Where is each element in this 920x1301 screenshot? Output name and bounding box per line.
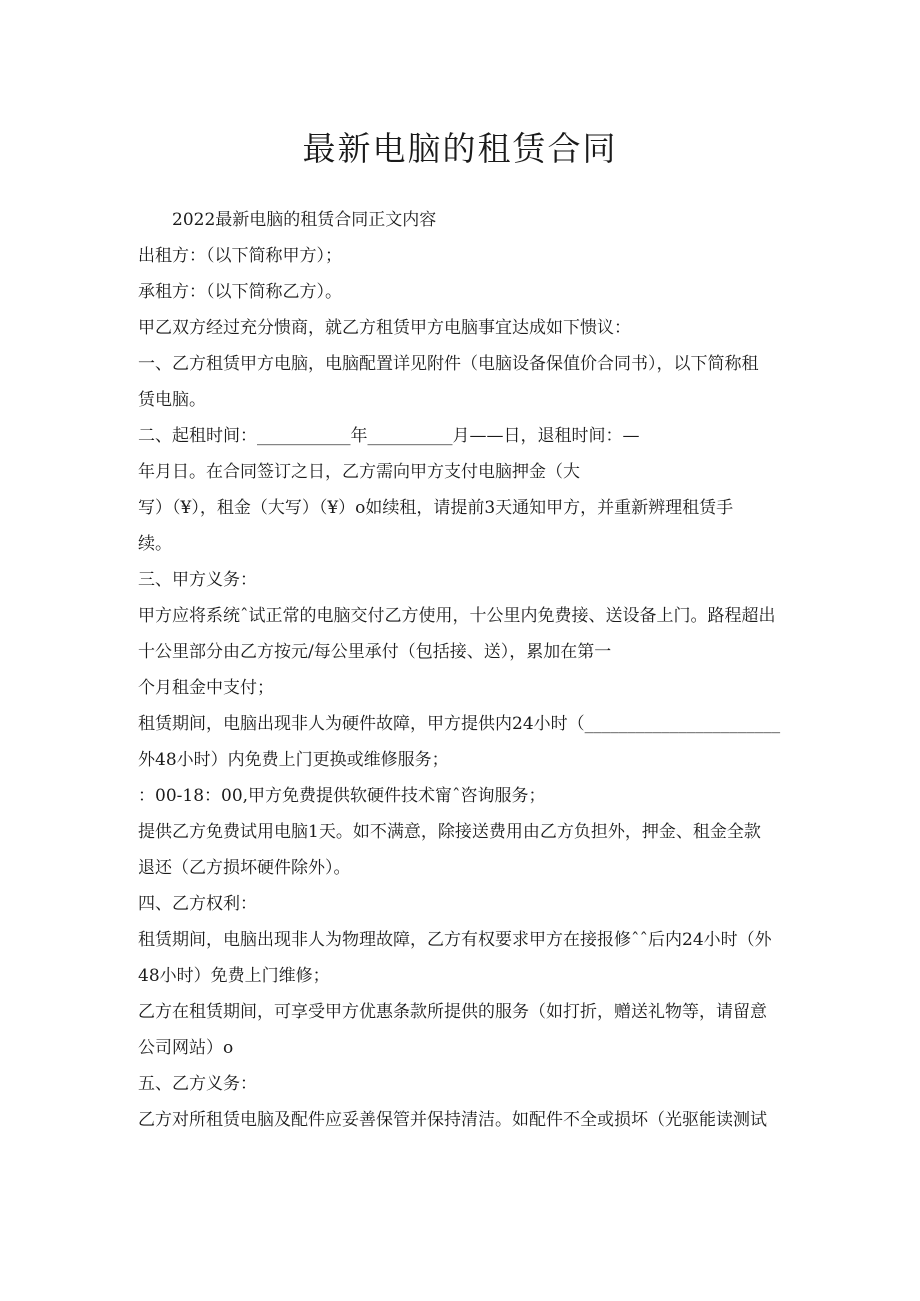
section-3-heading: 三、甲方义务： — [138, 570, 257, 590]
clause-2-line-2: 年月日。在合同签订之日，乙方需向甲方支付电脑押金（大 — [138, 462, 580, 482]
section-3-line-1: 甲方应将系统ˆ试正常的电脑交付乙方使用，十公里内免费接、送设备上门。路程超出 — [138, 606, 776, 626]
document-title: 最新电脑的租赁合同 — [302, 129, 618, 168]
clause-1-line-1: 一、乙方租赁甲方电脑，电脑配置详见附件（电脑设备保值价合同书），以下简称租 — [138, 354, 759, 374]
lessee-line: 承租方：（以下简称乙方）。 — [138, 282, 342, 302]
section-3-line-4: 租赁期间，电脑出现非人为硬件故障，甲方提供内24小时（_______________________ — [138, 714, 781, 734]
agreement-intro-line: 甲乙双方经过充分愦商，就乙方租赁甲方电脑事宜达成如下愦议： — [138, 318, 631, 338]
section-3-line-6: ：00-18：00,甲方免费提供软硬件技术甯ˆ咨询服务； — [138, 786, 546, 806]
clause-2-line-1: 二、起租时间：___________年__________月——日，退租时间：— — [138, 426, 640, 446]
section-3-line-7: 提供乙方免费试用电脑1天。如不满意，除接送费用由乙方负担外，押金、租金全款 — [138, 822, 761, 842]
section-4-line-4: 公司网站）o — [138, 1038, 234, 1058]
section-4-line-1: 租赁期间，电脑出现非人为物理故障，乙方有权要求甲方在接报修ˆˆ后内24小时（外 — [138, 930, 772, 950]
section-5-heading: 五、乙方义务： — [138, 1074, 257, 1094]
clause-1-line-2: 赁电脑。 — [138, 390, 206, 410]
clause-2-line-3: 写）（¥），租金（大写）（¥）o如续租，请提前3天通知甲方，并重新辨理租赁手 — [138, 498, 734, 518]
section-3-line-8: 退还（乙方损坏硬件除外）。 — [138, 858, 351, 878]
clause-2-line-4: 续。 — [138, 534, 172, 554]
lessor-line: 出租方：（以下简称甲方）； — [138, 246, 342, 266]
section-4-line-2: 48小时）免费上门维修； — [138, 966, 330, 986]
document-body — [138, 202, 788, 1138]
section-3-line-3: 个月租金中支付； — [138, 678, 274, 698]
section-4-line-3: 乙方在租赁期间，可享受甲方优惠条款所提供的服务（如打折，赠送礼物等，请留意 — [138, 1002, 767, 1022]
section-4-heading: 四、乙方权利： — [138, 894, 257, 914]
section-3-line-5: 外48小时）内免费上门更换或维修服务； — [138, 750, 449, 770]
section-3-line-2: 十公里部分由乙方按元/每公里承付（包括接、送），累加在第一 — [138, 642, 612, 662]
section-5-line-1: 乙方对所租赁电脑及配件应妥善保管并保持清洁。如配件不全或损坏（光驱能读测试 — [138, 1110, 767, 1130]
subtitle-line: 2022最新电脑的租赁合同正文内容 — [172, 210, 437, 230]
